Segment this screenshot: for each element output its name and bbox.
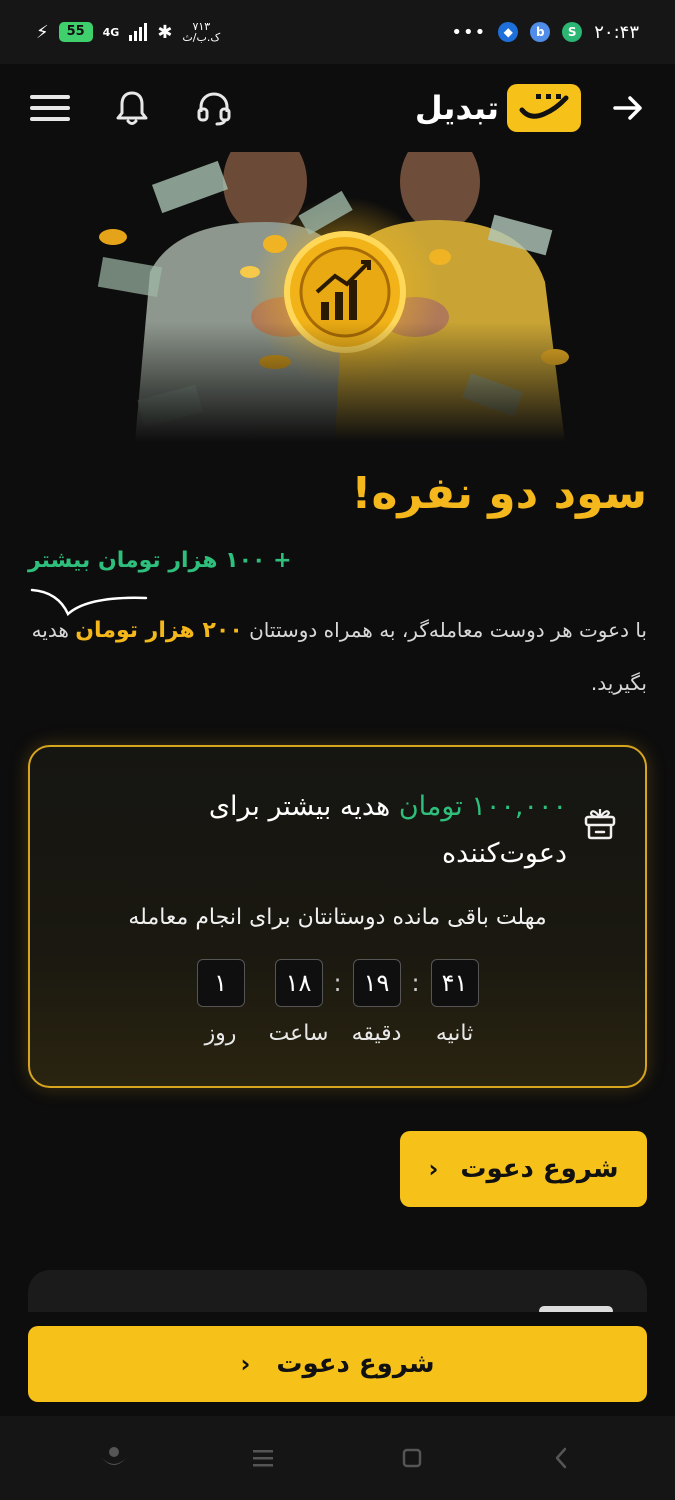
- countdown-timer: [30, 959, 645, 1046]
- speed-unit: ک.ب/ث: [182, 31, 221, 44]
- back-arrow-icon[interactable]: [611, 91, 645, 125]
- chevron-left-icon: ‹: [428, 1155, 439, 1183]
- desc-text-before: با دعوت هر دوست معامله‌گر، به همراه دوستتان: [242, 618, 647, 642]
- logo-text: تبدیل: [414, 89, 499, 127]
- bonus-text: + ۱۰۰ هزار تومان بیشتر: [28, 548, 292, 573]
- seconds-value: ۴۱: [431, 959, 479, 1007]
- logo[interactable]: [415, 84, 581, 132]
- minutes-label: دقیقه: [351, 1021, 402, 1046]
- network-type: 4G: [102, 25, 120, 39]
- chevron-left-icon: ‹: [240, 1350, 251, 1378]
- speed-value: ۷۱۳: [192, 20, 211, 33]
- header-brand: [415, 84, 645, 132]
- header-actions: [30, 88, 234, 128]
- hours-value: ۱۸: [275, 959, 323, 1007]
- bell-icon[interactable]: [112, 88, 152, 128]
- overflow-dots: •••: [451, 21, 487, 43]
- menu-icon[interactable]: [30, 95, 70, 121]
- seconds-label: ثانیه: [435, 1021, 474, 1046]
- timer-separator: :: [333, 969, 342, 997]
- charging-bolt-icon: ⚡: [36, 21, 49, 43]
- network-speed: [182, 21, 220, 43]
- assistant-icon[interactable]: [94, 1438, 134, 1478]
- timer-days: [190, 959, 252, 1046]
- days-value: ۱: [197, 959, 245, 1007]
- desc-text-after: هدیه بگیرید.: [31, 618, 647, 695]
- hero-image: [95, 152, 660, 442]
- timer-hours: [268, 959, 330, 1046]
- deadline-label: مهلت باقی مانده دوستانتان برای انجام معامله: [128, 905, 547, 930]
- shield-app-icon: ◆: [498, 22, 518, 42]
- gift-icon: [583, 805, 617, 841]
- promo-description: [27, 604, 647, 709]
- days-label: روز: [204, 1021, 237, 1046]
- hours-label: ساعت: [268, 1021, 329, 1046]
- status-bar: [0, 0, 675, 64]
- start-invite-sticky-button[interactable]: [28, 1326, 647, 1402]
- bluetooth-icon: ✱: [157, 21, 173, 43]
- desc-amount: ۲۰۰ هزار تومان: [75, 618, 243, 643]
- recents-icon[interactable]: [243, 1438, 283, 1478]
- start-invite-label: شروع دعوت: [460, 1154, 619, 1184]
- timer-separator: :: [411, 969, 420, 997]
- status-time: ۲۰:۴۳: [594, 21, 639, 43]
- b-app-icon: b: [530, 22, 550, 42]
- logo-mark-icon: [507, 84, 581, 132]
- system-nav-bar: [0, 1416, 675, 1500]
- home-icon[interactable]: [392, 1438, 432, 1478]
- battery-icon: 55: [59, 22, 93, 42]
- minutes-value: ۱۹: [353, 959, 401, 1007]
- card-amount: ۱۰۰,۰۰۰ تومان: [398, 791, 567, 822]
- s-app-icon: S: [562, 22, 582, 42]
- timer-seconds: [424, 959, 486, 1046]
- promo-headline: سود دو نفره!: [351, 468, 647, 519]
- start-invite-button[interactable]: [400, 1131, 647, 1207]
- app-header: [0, 64, 675, 152]
- card-title: [97, 783, 567, 877]
- timer-minutes: [346, 959, 408, 1046]
- signal-icon: [129, 23, 147, 41]
- invite-reward-card: [28, 745, 647, 1088]
- status-left: [36, 21, 220, 43]
- back-icon[interactable]: [541, 1438, 581, 1478]
- card-title-rest: هدیه بیشتر برای دعوت‌کننده: [208, 791, 567, 869]
- start-invite-sticky-label: شروع دعوت: [276, 1349, 435, 1379]
- headset-icon[interactable]: [194, 88, 234, 128]
- status-right: [451, 22, 639, 43]
